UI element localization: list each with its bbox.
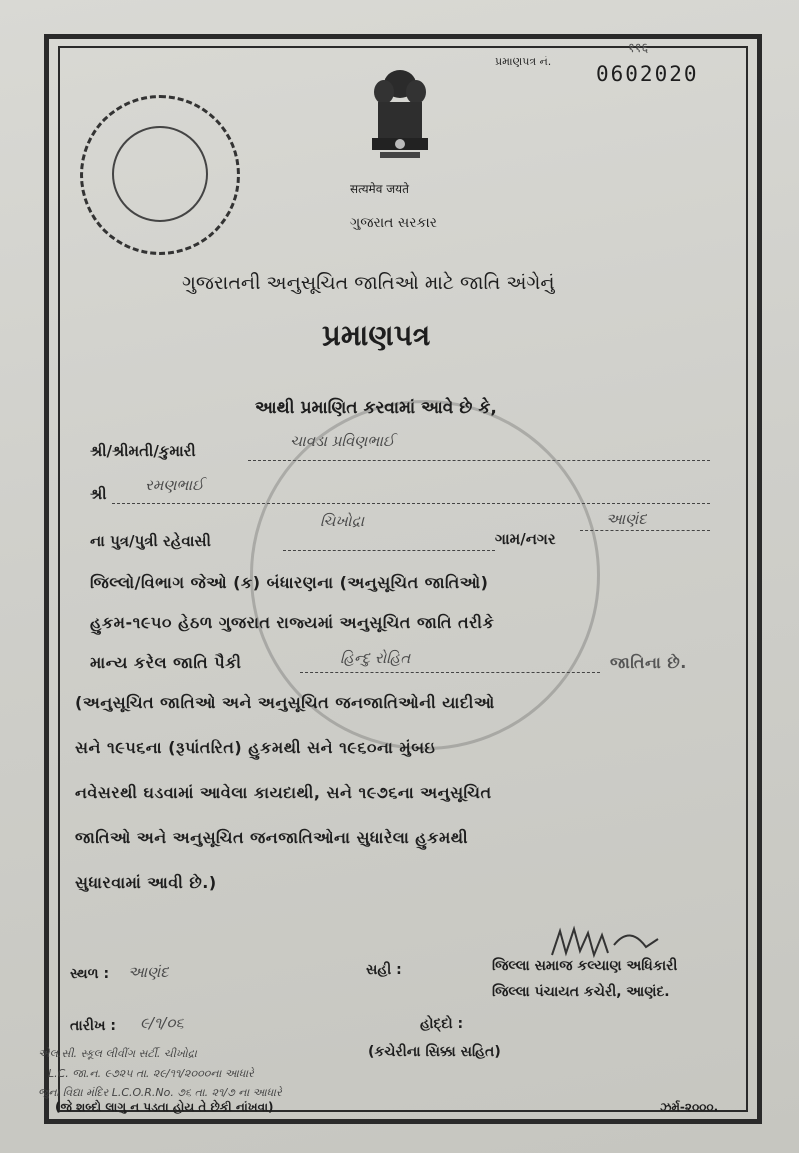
para-line-8: સુધારવામાં આવી છે.): [75, 873, 217, 892]
handwritten-note-1: એલ.સી. સ્કૂલ લીવીંગ સર્ટી. ચીખોદ્રા: [38, 1047, 197, 1060]
officer-designation-1: જિલ્લા સમાજ કલ્યાણ અધિકારી: [492, 958, 678, 974]
resident-value: ચિખોદ્રા: [320, 512, 365, 530]
certificate-handwritten-number: ११६: [628, 41, 649, 56]
form-code: ઝર્મ-૨૦૦૦.: [660, 1100, 719, 1114]
para-line-6: નવેસરથી ઘડવામાં આવેલા કાયદાથી, સને ૧૯૭૬ના અનુસૂચિત: [75, 783, 492, 802]
certify-line: આથી પ્રમાણિત કરવામાં આવે છે કે,: [255, 398, 497, 418]
father-label: શ્રી: [90, 485, 107, 503]
place-label: સ્થળ :: [70, 966, 110, 982]
ashoka-emblem-icon: [360, 62, 440, 172]
seal-note: (કચેરીના સિક્કા સહિત): [368, 1044, 501, 1060]
para-line-7: જાતિઓ અને અનુસૂચિત જનજાતિઓના સુધારેલા હુકમથી: [75, 828, 469, 847]
certificate-number: 0602020: [596, 62, 699, 86]
office-seal-inner: [112, 126, 208, 222]
designation-label: હોદ્દો :: [420, 1016, 464, 1032]
para-line-1: જિલ્લો/વિભાગ જેઓ (ક) બંધારણના (અનુસૂચિત જાતિઓ): [90, 573, 489, 592]
name-dotline: [248, 460, 710, 461]
resident-dotline: [283, 550, 495, 551]
para-line-3-prefix: માન્ય કરેલ જાતિ પૈકી: [90, 653, 242, 672]
handwritten-note-3: જુના વિદ્યા મંદિર L.C.O.R.No. ૭૬ તા. ૨૧/૭ ના આધારે: [38, 1086, 282, 1099]
para-line-4: (અનુસૂચિત જાતિઓ અને અનુસૂચિત જનજાતિઓની યાદીઓ: [75, 693, 495, 712]
handwritten-note-2: L.C. જા.ન. ૯૭૨૫ તા. ૨૯/૧૧/૨૦૦૦ના આધારે: [48, 1067, 254, 1080]
signature-label: સહી :: [366, 962, 402, 978]
para-line-3-suffix: જાતિના છે.: [610, 653, 687, 672]
para-line-2: હુકમ-૧૯૫૦ હેઠળ ગુજરાત રાજ્યમાં અનુસૂચિત જાતિ તરીકે: [90, 613, 495, 632]
place-value: આણંદ: [128, 963, 169, 981]
officer-designation-2: જિલ્લા પંચાયત કચેરી, આણંદ.: [492, 984, 670, 1000]
name-value: ચાવડા પ્રવિણભાઈ: [290, 432, 395, 450]
government-name: ગુજરાત સરકાર: [350, 215, 437, 231]
resident-label: ના પુત્ર/પુત્રી રહેવાસી: [90, 532, 211, 550]
certificate-title: પ્રમાણપત્ર: [322, 318, 431, 352]
father-value: રમણભાઈ: [145, 476, 204, 494]
strike-instruction: (જે શબ્દો લાગુ ન પડતા હોય તે છેકી નાંખવા): [55, 1100, 274, 1114]
village-value: આણંદ: [606, 510, 647, 528]
date-label: તારીખ :: [70, 1018, 116, 1034]
date-value: ૯/૧/૦૬: [140, 1014, 184, 1032]
caste-value: હિન્દુ રોહિત: [340, 649, 411, 667]
village-dotline: [580, 530, 710, 531]
national-motto: सत्यमेव जयते: [350, 182, 409, 196]
village-label: ગામ/નગર: [495, 530, 556, 548]
father-dotline: [112, 503, 710, 504]
certificate-subtitle: ગુજરાતની અનુસૂચિત જાતિઓ માટે જાતિ અંગેનું: [182, 272, 555, 294]
name-label: શ્રી/શ્રીમતી/કુમારી: [90, 442, 196, 460]
para-line-5: સને ૧૯૫૬ના (રૂપાંતરિત) હુકમથી સને ૧૯૬૦ના મુંબઇ: [75, 738, 436, 757]
caste-dotline: [300, 672, 600, 673]
certificate-number-label: પ્રમાણપત્ર નં.: [495, 55, 552, 68]
